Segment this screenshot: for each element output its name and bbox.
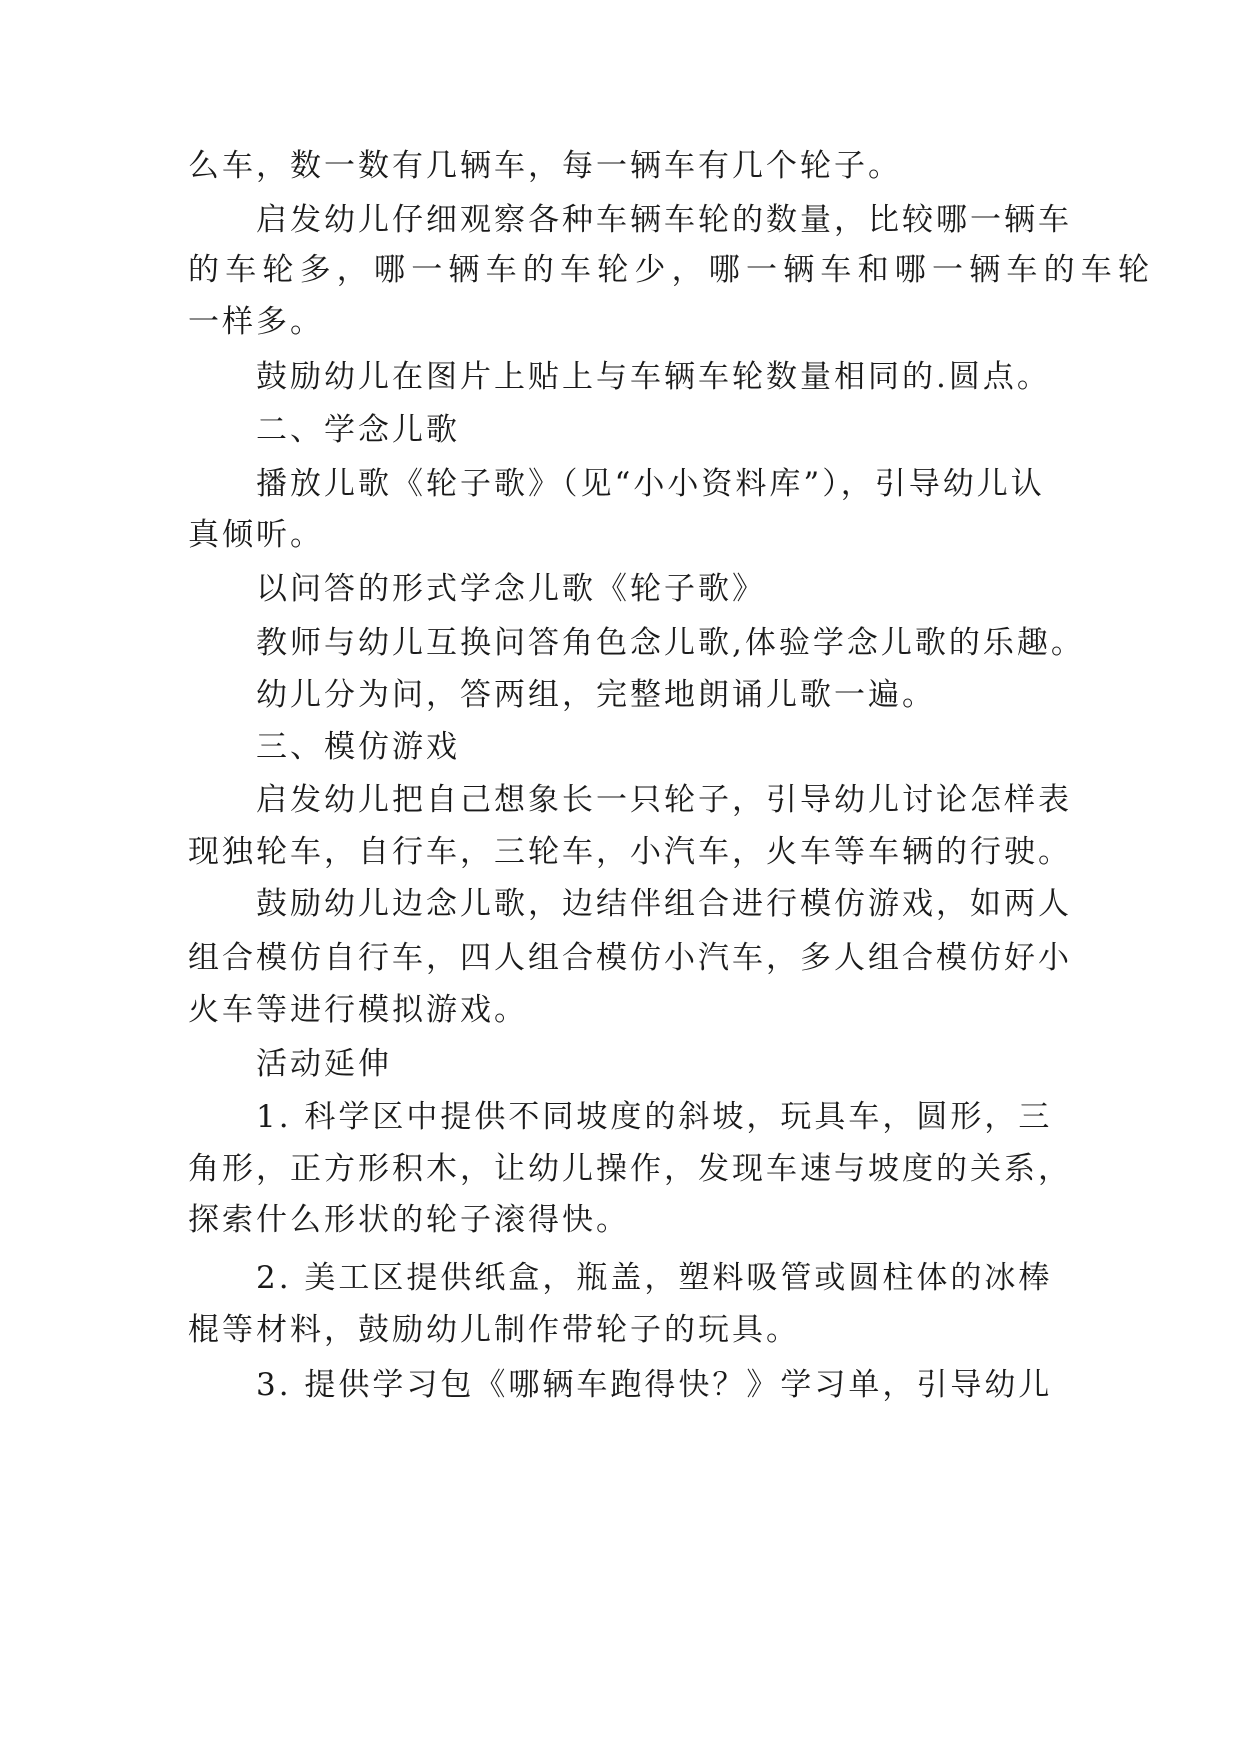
body-text-line: 鼓励幼儿在图片上贴上与车辆车轮数量相同的.圆点。 bbox=[256, 359, 1051, 395]
body-text-line: 幼儿分为问，答两组，完整地朗诵儿歌一遍。 bbox=[256, 677, 936, 713]
body-text-line: 启发幼儿仔细观察各种车辆车轮的数量，比较哪一辆车 bbox=[256, 202, 1072, 238]
body-text-line: 现独轮车，自行车，三轮车，小汽车，火车等车辆的行驶。 bbox=[188, 834, 1072, 870]
section-heading: 活动延伸 bbox=[256, 1046, 392, 1082]
body-text-line: 火车等进行模拟游戏。 bbox=[188, 992, 528, 1028]
list-item-text: 棍等材料，鼓励幼儿制作带轮子的玩具。 bbox=[188, 1312, 800, 1348]
body-text-line: 播放儿歌《轮子歌》（见“小小资料库”），引导幼儿认 bbox=[256, 466, 1045, 502]
body-text-line: 一样多。 bbox=[188, 304, 324, 340]
list-item-text: 角形，正方形积木，让幼儿操作，发现车速与坡度的关系， bbox=[188, 1151, 1072, 1187]
body-text-line: 启发幼儿把自己想象长一只轮子，引导幼儿讨论怎样表 bbox=[256, 782, 1072, 818]
body-text-line: 的车轮多，哪一辆车的车轮少，哪一辆车和哪一辆车的车轮 bbox=[188, 252, 1156, 288]
section-heading: 二、学念儿歌 bbox=[256, 412, 460, 448]
body-text-line: 鼓励幼儿边念儿歌，边结伴组合进行模仿游戏，如两人 bbox=[256, 886, 1072, 922]
body-text-line: 么车，数一数有几辆车，每一辆车有几个轮子。 bbox=[188, 148, 902, 184]
list-item-text: 1. 科学区中提供不同坡度的斜坡，玩具车，圆形，三 bbox=[256, 1099, 1053, 1135]
list-item-text: 2. 美工区提供纸盒，瓶盖，塑料吸管或圆柱体的冰棒 bbox=[256, 1260, 1053, 1296]
section-heading: 三、模仿游戏 bbox=[256, 729, 460, 765]
body-text-line: 真倾听。 bbox=[188, 517, 324, 553]
body-text-line: 教师与幼儿互换问答角色念儿歌,体验学念儿歌的乐趣。 bbox=[256, 625, 1085, 661]
body-text-line: 组合模仿自行车，四人组合模仿小汽车，多人组合模仿好小 bbox=[188, 940, 1072, 976]
body-text-line: 以问答的形式学念儿歌《轮子歌》 bbox=[256, 571, 766, 607]
list-item-text: 探索什么形状的轮子滚得快。 bbox=[188, 1202, 630, 1238]
list-item-text: 3. 提供学习包《哪辆车跑得快？》学习单，引导幼儿 bbox=[256, 1367, 1053, 1403]
